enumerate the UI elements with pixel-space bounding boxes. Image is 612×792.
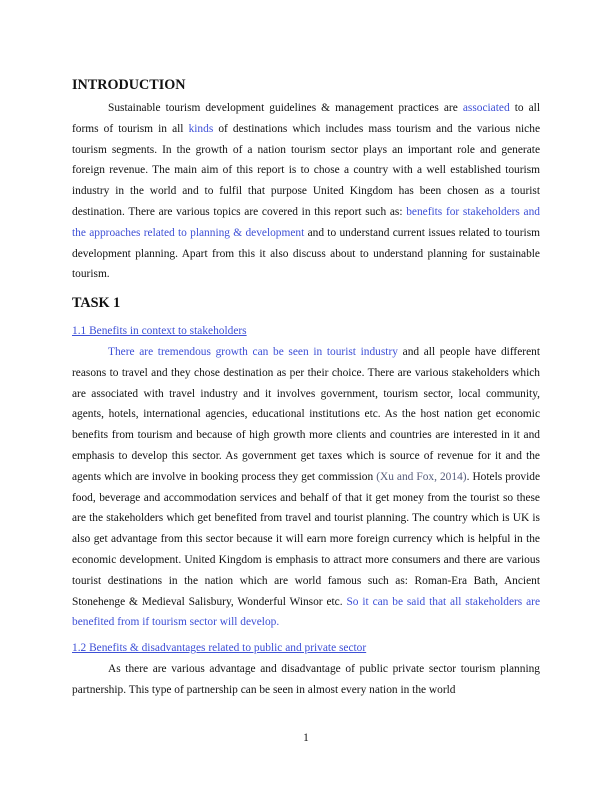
page-body: [72, 76, 540, 701]
s11-text-2: . Hotels provide food, beverage and accommodation services and behalf of that it get money from the tourist so these are the stakeholders which get benefited from travel and tourist planning. The country which is UK is also get advantage from this sector because it will earn more foreign currency which is helpful in the economic development. United Kingdom is emphasis to attract more consumers and there are various tourist destinations in the nation which are world famous such as: Roman-Era Bath, Ancient Stonehenge & Medieval Salisbury, Wonderful Winsor etc.: [72, 470, 541, 608]
intro-highlight-topics: benefits for stakeholders and the approaches related to planning & development: [72, 205, 540, 239]
introduction-heading: INTRODUCTION: [72, 77, 186, 93]
section-1-1-heading-wrap: [72, 321, 540, 342]
s11-text-1: and all people have different reasons to travel and they chose destination as per their choice. There are various stakeholders which are associated with travel industry and it involves government, tourism sector, local community, agents, hotels, international agencies, educational institutions etc. As the host nation get economic benefits from tourism and because of high growth more clients and countries are interested in it and emphasis to develop this sector. As government get taxes which is source of revenue for it and the agents which are involve in booking process they get commission: [72, 345, 540, 483]
section-1-2-heading-wrap: [72, 638, 540, 659]
introduction-paragraph: [72, 98, 540, 285]
intro-highlight-kinds: kinds: [188, 122, 214, 135]
intro-text-1: Sustainable tourism development guidelines & management practices are: [108, 102, 463, 114]
intro-text-3: of destinations which includes mass tourism and the various niche tourism segments. In the growth of a nation tourism sector plays an important role and generate foreign revenue. The main aim of this report is to chose a country with a well established tourism industry in the world and to fulfil that purpose United Kingdom has been chosen as a tourist destination. There are various topics are covered in this report such as:: [72, 122, 540, 218]
section-1-2-paragraph: [72, 659, 540, 701]
section-1-1-paragraph: [72, 342, 540, 633]
intro-text-4: and to understand current issues related to tourism development planning. Apart from this it also discuss about to understand planning for sustainable tourism.: [72, 226, 540, 281]
intro-highlight-associated: associated: [462, 102, 510, 114]
s12-text-1: As there are various advantage and disadvantage of public private sector tourism planning partnership. This type of partnership can be seen in almost every nation in the world: [72, 662, 540, 696]
page-number: 1: [303, 732, 309, 744]
task1-heading: TASK 1: [72, 295, 121, 312]
s11-highlight-growth: There are tremendous growth can be seen in tourist industry: [108, 345, 398, 358]
s11-highlight-conclusion: So it can be said that all stakeholders are benefited from if tourism sector will develop.: [72, 595, 540, 629]
s11-citation: (Xu and Fox, 2014): [376, 470, 467, 483]
intro-text-2: to all forms of tourism in all: [72, 102, 540, 135]
section-1-1-heading: 1.1 Benefits in context to stakeholders: [72, 325, 247, 338]
section-1-2-heading: 1.2 Benefits & disadvantages related to public and private sector: [72, 642, 367, 655]
